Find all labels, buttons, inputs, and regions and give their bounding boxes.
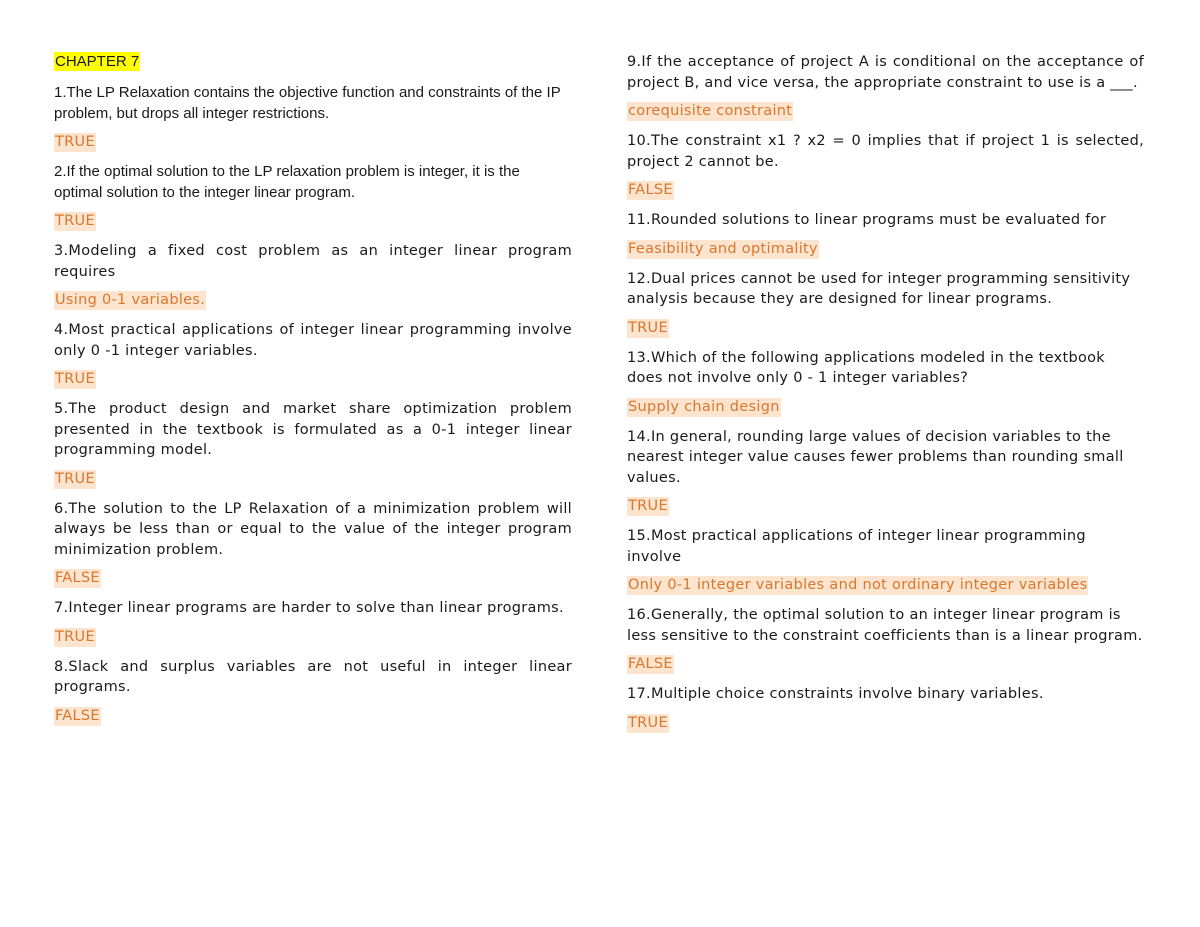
question-item (54, 499, 572, 599)
answer-text: TRUE (55, 371, 95, 387)
left-column (54, 52, 572, 736)
answer-text: FALSE (628, 656, 673, 672)
question-item (627, 269, 1144, 348)
question-item (54, 399, 572, 499)
question-item (627, 526, 1144, 605)
question-item (54, 320, 572, 399)
right-column (627, 52, 1144, 743)
question-text: 10.The constraint x1 ? x2 = 0 implies that if project 1 is selected, project 2 cannot be. (627, 133, 1144, 170)
question-text: 4.Most practical applications of integer linear programming involve only 0 -1 integer variables. (54, 322, 572, 359)
answer-text: FALSE (55, 707, 100, 724)
question-text: 5.The product design and market share optimization problem presented in the textbook is formulated as a 0-1 integer linear programming model. (54, 401, 572, 458)
answer-text: TRUE (55, 213, 95, 229)
question-item (627, 131, 1144, 210)
answer-text: TRUE (55, 134, 95, 150)
answer-text: TRUE (628, 714, 668, 731)
chapter-heading-wrap (54, 52, 572, 83)
question-item (54, 83, 572, 162)
question-text: 3.Modeling a fixed cost problem as an integer linear program requires (54, 243, 572, 280)
question-text: 1.The LP Relaxation contains the objective function and constraints of the IP problem, but drops all integer restrictions. (54, 84, 561, 122)
answer-text: FALSE (628, 182, 673, 198)
question-item (627, 210, 1144, 269)
question-item (54, 598, 572, 657)
question-text: 12.Dual prices cannot be used for integer programming sensitivity analysis because they are designed for linear programs. (627, 270, 1131, 307)
question-text: 6.The solution to the LP Relaxation of a minimization problem will always be less than or equal to the value of the integer program minimization problem. (54, 500, 572, 558)
question-text: 16.Generally, the optimal solution to an integer linear program is less sensitive to the constraint coefficients than is a linear program. (627, 607, 1143, 644)
question-item (54, 162, 572, 241)
question-text: 9.If the acceptance of project A is conditional on the acceptance of project B, and vice versa, the appropriate constraint to use is a ___. (627, 54, 1144, 91)
question-text: 14.In general, rounding large values of decision variables to the nearest integer value causes fewer problems than rounding small values. (627, 428, 1124, 486)
question-text: 8.Slack and surplus variables are not useful in integer linear programs. (54, 658, 572, 695)
answer-text: corequisite constraint (628, 103, 793, 119)
question-text: 17.Multiple choice constraints involve binary variables. (627, 686, 1044, 702)
question-text: 7.Integer linear programs are harder to solve than linear programs. (54, 600, 564, 616)
answer-text: FALSE (55, 570, 100, 586)
answer-text: Feasibility and optimality (628, 240, 818, 257)
question-text: 13.Which of the following applications modeled in the textbook does not involve only 0 - 1 integer variables? (627, 349, 1105, 386)
answer-text: Using 0-1 variables. (55, 292, 206, 308)
question-item (627, 684, 1144, 743)
question-text: 11.Rounded solutions to linear programs must be evaluated for (627, 212, 1107, 228)
question-item (627, 605, 1144, 684)
question-item (54, 657, 572, 736)
question-item (54, 241, 572, 320)
answer-text: TRUE (628, 498, 668, 514)
question-text: 2.If the optimal solution to the LP relaxation problem is integer, it is the optimal solution to the integer linear program. (54, 163, 520, 201)
chapter-heading: CHAPTER 7 (55, 53, 140, 70)
question-item (627, 52, 1144, 131)
answer-text: TRUE (55, 628, 95, 645)
answer-text: TRUE (55, 470, 95, 487)
answer-text: Only 0-1 integer variables and not ordinary integer variables (628, 577, 1088, 593)
question-item (627, 427, 1144, 527)
answer-text: Supply chain design (628, 398, 780, 415)
question-item (627, 348, 1144, 427)
answer-text: TRUE (628, 319, 668, 336)
question-text: 15.Most practical applications of integer linear programming involve (627, 528, 1086, 565)
